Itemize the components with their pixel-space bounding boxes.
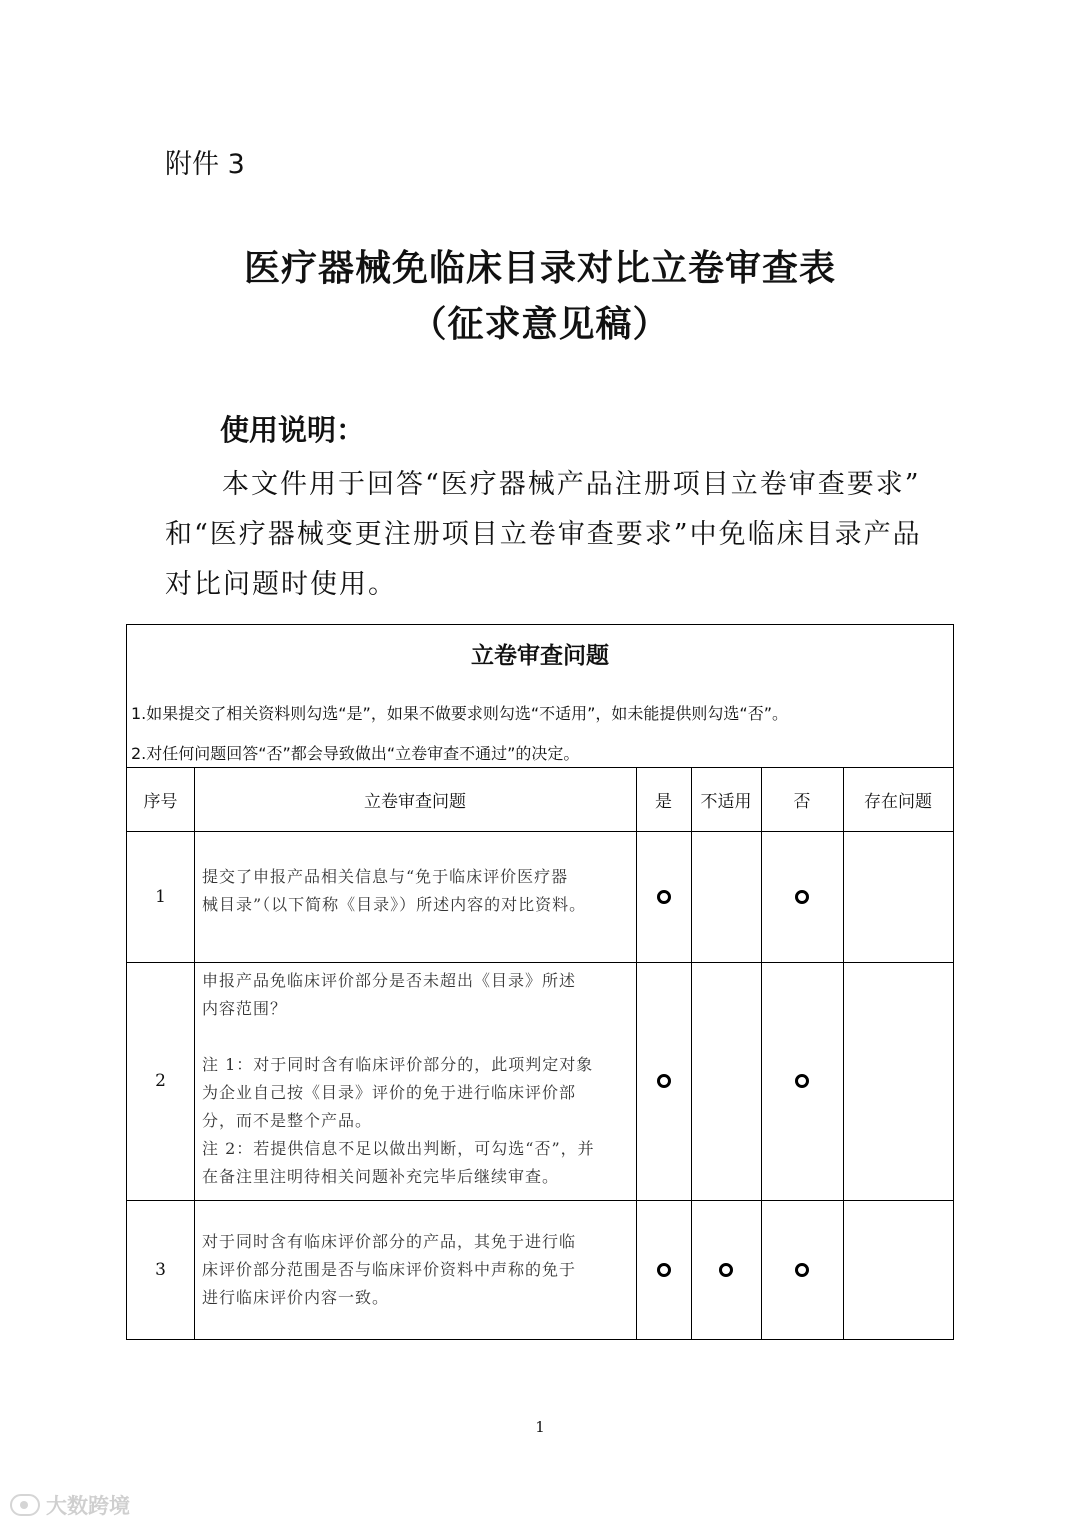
review-table: [126, 624, 954, 1340]
issue-cell[interactable]: [843, 962, 953, 1200]
question-line: 对于同时含有临床评价部分的产品，其免于进行临: [202, 1232, 577, 1251]
option-not-applicable[interactable]: [691, 1200, 761, 1340]
table-note: 2.对任何问题回答“否”都会导致做出“立卷审查不通过”的决定。: [131, 744, 580, 763]
radio-icon: [795, 1263, 809, 1277]
issue-cell[interactable]: [843, 831, 953, 962]
radio-icon: [795, 890, 809, 904]
row-question: [194, 863, 636, 943]
table-note: 1.如果提交了相关资料则勾选“是”，如果不做要求则勾选“不适用”，如未能提供则勾选“否”。: [131, 704, 789, 723]
page-title: 医疗器械免临床目录对比立卷审查表: [243, 248, 836, 289]
col-header-question: 立卷审查问题: [364, 792, 466, 812]
option-no[interactable]: [761, 962, 843, 1200]
row-question: [194, 967, 636, 1197]
col-header-no: 否: [793, 792, 811, 812]
table-header-block: [127, 625, 953, 768]
radio-icon: [657, 890, 671, 904]
page-number: 1: [535, 1418, 545, 1436]
question-line: 分，而不是整个产品。: [202, 1111, 373, 1130]
option-not-applicable[interactable]: [691, 962, 761, 1200]
watermark-logo-icon: [10, 1494, 40, 1516]
option-no[interactable]: [761, 1200, 843, 1340]
question-line: 注 2：若提供信息不足以做出判断，可勾选“否”，并: [202, 1139, 595, 1158]
row-number: 2: [155, 1071, 166, 1091]
question-line: 进行临床评价内容一致。: [202, 1288, 390, 1307]
option-not-applicable[interactable]: [691, 831, 761, 962]
question-line: 注 1：对于同时含有临床评价部分的，此项判定对象: [202, 1055, 594, 1074]
row-question: [194, 1228, 636, 1328]
question-line: 申报产品免临床评价部分是否未超出《目录》所述: [202, 971, 577, 990]
radio-icon: [795, 1074, 809, 1088]
watermark-text: 大数跨境: [46, 1494, 130, 1518]
question-line: 械目录”（以下简称《目录》）所述内容的对比资料。: [202, 895, 587, 914]
question-line: 床评价部分范围是否与临床评价资料中声称的免于: [202, 1260, 577, 1279]
col-header-number: 序号: [143, 792, 178, 812]
question-line: 在备注里注明待相关问题补充完毕后继续审查。: [202, 1167, 560, 1186]
question-line: 内容范围？: [202, 999, 288, 1018]
usage-line: 本文件用于回答“医疗器械产品注册项目立卷审查要求”: [222, 469, 921, 500]
row-number: 3: [155, 1260, 166, 1280]
option-yes[interactable]: [636, 831, 691, 962]
attachment-label: 附件 3: [165, 149, 245, 180]
usage-line: 和“医疗器械变更注册项目立卷审查要求”中免临床目录产品: [165, 519, 922, 550]
question-line: 为企业自己按《目录》评价的免于进行临床评价部: [202, 1083, 577, 1102]
option-yes[interactable]: [636, 1200, 691, 1340]
usage-line: 对比问题时使用。: [165, 569, 397, 600]
col-header-yes: 是: [655, 792, 672, 812]
option-no[interactable]: [761, 831, 843, 962]
page-subtitle: （征求意见稿）: [410, 304, 670, 345]
issue-cell[interactable]: [843, 1200, 953, 1340]
table-title: 立卷审查问题: [471, 643, 609, 669]
question-line: 提交了申报产品相关信息与“免于临床评价医疗器: [202, 867, 569, 886]
watermark: [10, 1490, 130, 1520]
radio-icon: [719, 1263, 733, 1277]
option-yes[interactable]: [636, 962, 691, 1200]
radio-icon: [657, 1074, 671, 1088]
radio-icon: [657, 1263, 671, 1277]
usage-heading: 使用说明：: [220, 413, 366, 447]
col-header-not-applicable: 不适用: [700, 792, 752, 812]
row-number: 1: [155, 886, 166, 907]
col-header-issues: 存在问题: [864, 792, 932, 812]
